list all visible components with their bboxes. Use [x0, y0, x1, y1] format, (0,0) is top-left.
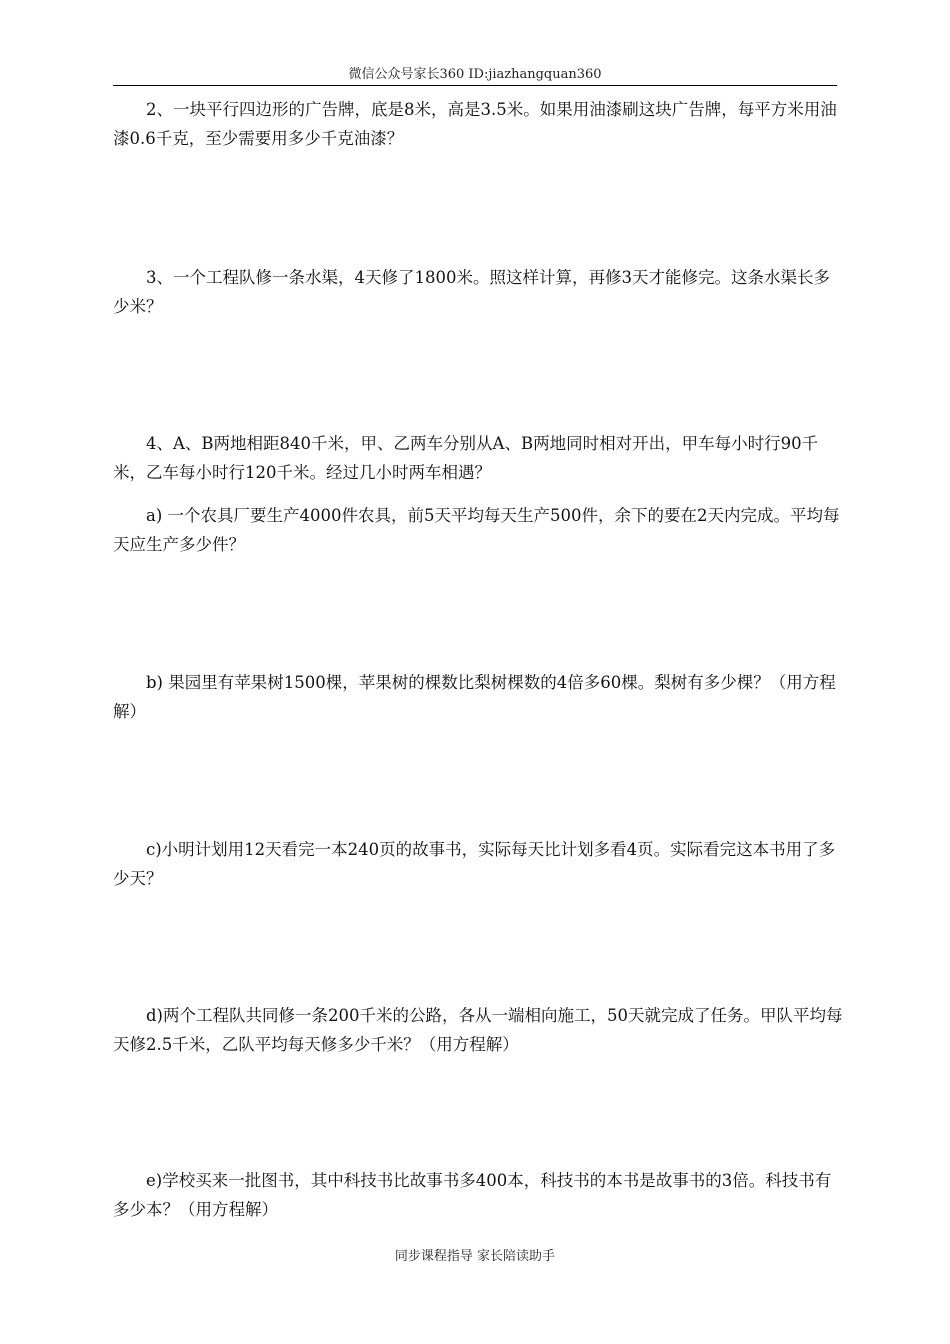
- page-header: 微信公众号家长360 ID:jiazhangquan360: [348, 67, 602, 82]
- question-2: 2、一块平行四边形的广告牌，底是8米，高是3.5米。如果用油漆刷这块广告牌，每平方米用油漆0.6千克，至少需要用多少千克油漆？: [113, 100, 837, 148]
- question-4: 4、A、B两地相距840千米，甲、乙两车分别从A、B两地同时相对开出，甲车每小时行90千米，乙车每小时行120千米。经过几小时两车相遇？: [113, 434, 819, 482]
- question-e: e)学校买来一批图书，其中科技书比故事书多400本，科技书的本书是故事书的3倍。科技书有多少本？（用方程解）: [113, 1171, 832, 1219]
- header-divider: [113, 85, 837, 86]
- question-d: d)两个工程队共同修一条200千米的公路，各从一端相向施工，50天就完成了任务。甲队平均每天修2.5千米，乙队平均每天修多少千米？（用方程解）: [113, 1006, 843, 1054]
- question-b: b) 果园里有苹果树1500棵，苹果树的棵数比梨树棵数的4倍多60棵。梨树有多少棵？（用方程解）: [113, 673, 836, 721]
- question-3: 3、一个工程队修一条水渠，4天修了1800米。照这样计算，再修3天才能修完。这条水渠长多少米？: [113, 268, 830, 316]
- page-footer: 同步课程指导 家长陪读助手: [394, 1249, 556, 1264]
- question-c: c)小明计划用12天看完一本240页的故事书，实际每天比计划多看4页。实际看完这本书用了多少天？: [113, 840, 836, 888]
- question-a: a) 一个农具厂要生产4000件农具，前5天平均每天生产500件，余下的要在2天内完成。平均每天应生产多少件？: [113, 506, 840, 554]
